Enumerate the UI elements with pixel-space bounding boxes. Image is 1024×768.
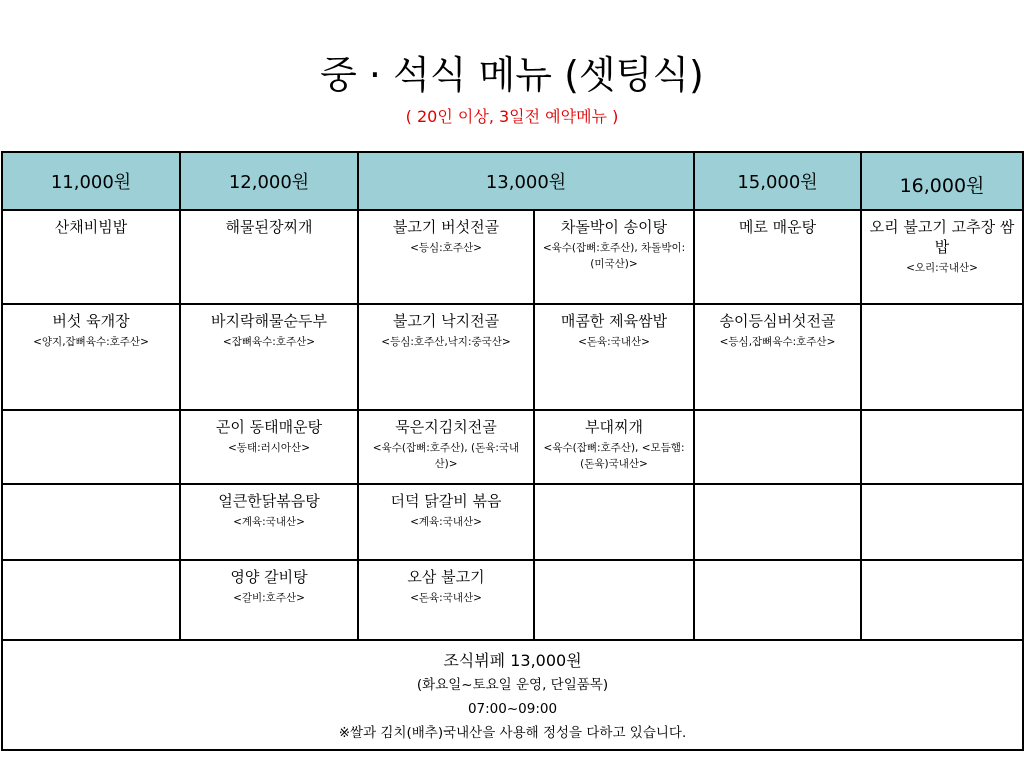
dish-origin: <육수(잡뼈:호주산), 차돌박이:(미국산)> (542, 242, 686, 270)
menu-cell (861, 210, 1023, 304)
breakfast-buffet-title: 조식뷔페 13,000원 (443, 651, 582, 670)
price-header-cell: 12,000원 (180, 152, 358, 210)
menu-cell (358, 410, 534, 484)
menu-cell (694, 410, 861, 484)
dish-origin: <갈비:호주산> (233, 592, 305, 604)
price-header-cell: 13,000원 (358, 152, 694, 210)
dish-origin: <등심,잡뼈육수:호주산> (719, 336, 836, 348)
menu-row (2, 304, 1023, 410)
menu-cell (534, 484, 694, 560)
dish-name: 영양 갈비탕 (230, 568, 308, 586)
page-title: 중 · 석식 메뉴 (셋팅식) (320, 53, 704, 97)
menu-cell (861, 304, 1023, 410)
dish-name: 해물된장찌개 (225, 218, 313, 236)
dish-name: 버섯 육개장 (52, 312, 130, 330)
dish-name: 불고기 낙지전골 (392, 312, 500, 330)
menu-row (2, 210, 1023, 304)
menu-cell (358, 304, 534, 410)
dish-origin: <육수(잡뼈:호주산), (돈육:국내산)> (372, 442, 520, 470)
menu-row (2, 410, 1023, 484)
menu-cell (180, 304, 358, 410)
dish-origin: <오리:국내산> (906, 262, 978, 274)
menu-cell (861, 484, 1023, 560)
menu-cell (534, 410, 694, 484)
menu-cell (861, 560, 1023, 640)
page-subtitle: ( 20인 이상, 3일전 예약메뉴 ) (405, 107, 619, 126)
price-header-cell: 16,000원 (861, 152, 1023, 210)
menu-cell (534, 304, 694, 410)
price-header-cell: 11,000원 (2, 152, 180, 210)
menu-row (2, 560, 1023, 640)
price-header-cell: 15,000원 (694, 152, 861, 210)
breakfast-buffet-row (2, 640, 1023, 750)
breakfast-days: (화요일~토요일 운영, 단일품목) (416, 677, 609, 693)
menu-cell (358, 210, 534, 304)
menu-cell (694, 560, 861, 640)
menu-cell (358, 484, 534, 560)
menu-cell (2, 560, 180, 640)
dish-name: 더덕 닭갈비 볶음 (390, 492, 502, 510)
price-header-row (2, 152, 1023, 210)
dish-name: 묵은지김치전골 (395, 418, 497, 436)
menu-cell (534, 210, 694, 304)
menu-cell (534, 560, 694, 640)
dish-origin: <계육:국내산> (410, 516, 482, 528)
menu-cell (2, 484, 180, 560)
dish-name: 송이등심버섯전골 (719, 312, 836, 330)
dish-origin: <등심:호주산> (410, 242, 482, 254)
menu-cell (694, 484, 861, 560)
dish-name: 바지락해물순두부 (211, 312, 327, 330)
dish-name: 불고기 버섯전골 (392, 218, 500, 236)
dish-origin: <잡뼈육수:호주산> (222, 336, 316, 348)
menu-cell (180, 410, 358, 484)
menu-cell (861, 410, 1023, 484)
dish-name: 차돌박이 송이탕 (560, 218, 668, 236)
dish-name: 매콤한 제육쌈밥 (560, 312, 668, 330)
menu-cell (694, 304, 861, 410)
menu-table (1, 151, 1024, 751)
ingredient-notice: ※쌀과 김치(배추)국내산을 사용해 정성을 다하고 있습니다. (338, 725, 687, 741)
dish-name: 오리 불고기 고추장 쌈밥 (869, 218, 1015, 256)
menu-cell (2, 304, 180, 410)
dish-origin: <동태:러시아산> (228, 442, 310, 454)
breakfast-hours: 07:00~09:00 (467, 701, 558, 717)
dish-origin: <육수(잡뼈:호주산), <모듬햄:(돈육)국내산> (543, 442, 685, 470)
menu-cell (358, 560, 534, 640)
dish-name: 얼큰한닭볶음탕 (218, 492, 320, 510)
breakfast-buffet-cell (2, 640, 1023, 750)
menu-cell (180, 484, 358, 560)
menu-row (2, 484, 1023, 560)
menu-cell (180, 210, 358, 304)
dish-origin: <돈육:국내산> (410, 592, 482, 604)
dish-name: 부대찌개 (585, 418, 643, 436)
dish-origin: <돈육:국내산> (578, 336, 650, 348)
menu-cell (2, 410, 180, 484)
menu-cell (2, 210, 180, 304)
dish-name: 곤이 동태매운탕 (215, 418, 323, 436)
menu-cell (180, 560, 358, 640)
dish-name: 메로 매운탕 (738, 218, 817, 236)
menu-cell (694, 210, 861, 304)
dish-origin: <등심:호주산,낙지:중국산> (381, 336, 511, 348)
dish-origin: <양지,잡뼈육수:호주산> (33, 336, 149, 348)
dish-name: 오삼 불고기 (407, 568, 485, 586)
dish-name: 산채비빔밥 (54, 218, 128, 236)
dish-origin: <계육:국내산> (233, 516, 305, 528)
